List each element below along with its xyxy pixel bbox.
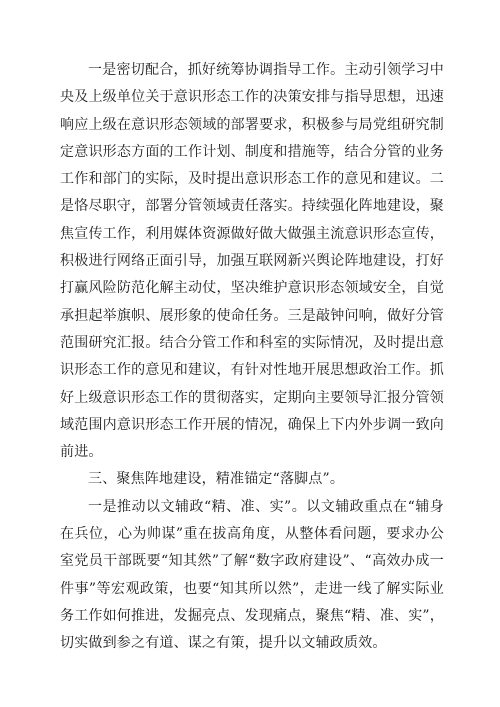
document-page <box>60 57 444 658</box>
paragraph-responsibilities: 一是密切配合，抓好统筹协调指导工作。主动引领学习中央及上级单位关于意识形态工作的决策安排与指导思想，迅速响应上级在意识形态领域的部署要求，积极参与局党组研究制定意识形态方面的工作计划、制度和措施等，结合分管的业务工作和部门的实际，及时提出意识形态工作的意见和建议。二是恪尽职守，部署分管领域责任落实。持续强化阵地建设，聚焦宣传工作，利用媒体资源做好做大做强主流意识形态宣传，积极进行网络正面引导，加强互联网新兴舆论阵地建设，打好打赢风险防范化解主动仗，坚决维护意识形态领域安全，自觉承担起举旗帜、展形象的使命任务。三是敲钟问响，做好分管范围研究汇报。结合分管工作和科室的实际情况，及时提出意识形态工作的意见和建议，有针对性地开展思想政治工作。抓好上级意识形态工作的贯彻落实，定期向主要领导汇报分管领域范围内意识形态工作开展的情况，确保上下内外步调一致向前进。 <box>60 62 444 461</box>
section-heading-three: 三、聚焦阵地建设，精准锚定“落脚点”。 <box>88 471 345 488</box>
paragraph-writing-support: 一是推动以文辅政“精、准、实”。以文辅政重点在“辅身在兵位，心为帅谋”重在拔高角度，从整体看问题，要求办公室党员干部既要“知其然”了解“数字政府建设”、“高效办成一件事”等宏观政策，也要“知其所以然”，走进一线了解实际业务工作如何推进，发掘亮点、发现痛点，聚焦“精、准、实”，切实做到参之有道、谋之有策，提升以文辅政质效。 <box>60 498 444 652</box>
